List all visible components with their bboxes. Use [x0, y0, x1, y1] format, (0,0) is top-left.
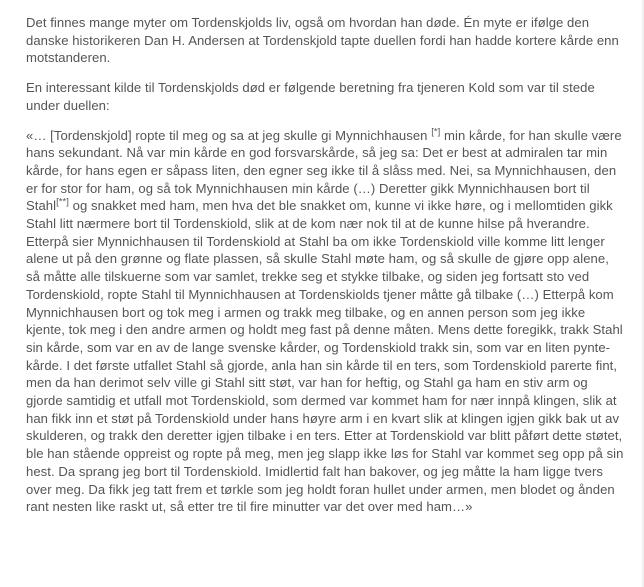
source-paragraph: En interessant kilde til Tordenskjolds død er følgende beretning fra tjeneren Kold som var til stede under duellen: [26, 80, 595, 113]
quote-text-part1: «… [Tordenskjold] ropte til meg og sa at jeg skulle gi Mynnichhausen [26, 127, 432, 143]
footnote-link-1[interactable]: [*] [431, 126, 441, 138]
intro-paragraph: Det finnes mange myter om Tordenskjolds liv, også om hvordan han døde. Én myte er ifølge den danske historikeren Dan H. Andersen at Tordenskjold tapte duellen fordi han hadde kortere kårde enn motstanderen. [26, 15, 619, 66]
quote-text-part2: min kårde, for han skulle være hans sekundant. Nå var min kårde en god forsvarskårde, så jeg sa: Det er best at admiralen tar min kårde, for hans egen er såpass liten, den egner seg ikke til å slåss med. Nei, sa Mynnichhausen, den er for stor for ham, og så tok Mynnichhausen min kårde (…) Deretter gikk Mynnichhausen bort til Stahl [26, 127, 622, 214]
quote-text-part3: og snakket med ham, men hva det ble snakket om, kunne vi ikke høre, og i mellomtiden gikk Stahl litt nærmere bort til Tordenskiold, slik at de kom nær nok til at de kunne hilse på hverandre. Etterpå sier Mynnichhausen til Tordenskiold at Stahl ba om ikke Tordenskiold ville komme litt lenger alene ut på den grønne og flate plassen, så skulle Stahl møte ham, og så skulle de gjøre opp alene, så måtte alle tilskuerne som var samlet, trekke seg et stykke tilbake, og siden jeg fortsatt sto ved Tordenskiold, ropte Stahl til Mynnichhausen at Tordenskiolds tjener måtte gå tilbake (…) Etterpå kom Mynnichhausen bort og tok meg i armen og trakk meg tilbake, og en annen person som jeg ikke kjente, tok meg i den andre armen og holdt meg fast på denne måten. Mens dette foregikk, trakk Stahl sin kårde, som var en av de lange svenske kårder, og Tordenskiold trakk sin, som var en liten pynte-kårde. I det første utfallet Stahl så gjorde, anla han sin kårde til en ters, som Tordenskiold parerte fint, men da han derimot selv ville gi Stahl sitt støt, var han for heftig, og Stahl ga ham en stiv arm og gjorde samtidig et utfall mot Tordenskiold, som dermed var kommet ham for nær innpå klingen, slik at han fikk inn et støt på Tordenskiold under hans høyre arm i en kvart slik at klingen igjen gikk bak ut av skulderen, og trakk den deretter igjen tilbake i en ters. Etter at Tordenskiold var blitt påført dette støtet, ble han stående oppreist og ropte på meg, men jeg slapp ikke løs for Stahl var kommet seg opp på sin hest. Da sprang jeg bort til Tordenskiold. Imidlertid falt han bakover, og jeg måtte la ham ligge tvers over meg. Da fikk jeg tatt frem et tørkle som jeg holdt foran hullet under armen, men blodet og ånden rant nesten like raskt ut, så etter tre til fire minutter var det over med ham…» [26, 198, 624, 515]
footnote-link-2[interactable]: [**] [56, 196, 69, 208]
quote-paragraph [26, 127, 626, 516]
article-body [26, 14, 626, 528]
